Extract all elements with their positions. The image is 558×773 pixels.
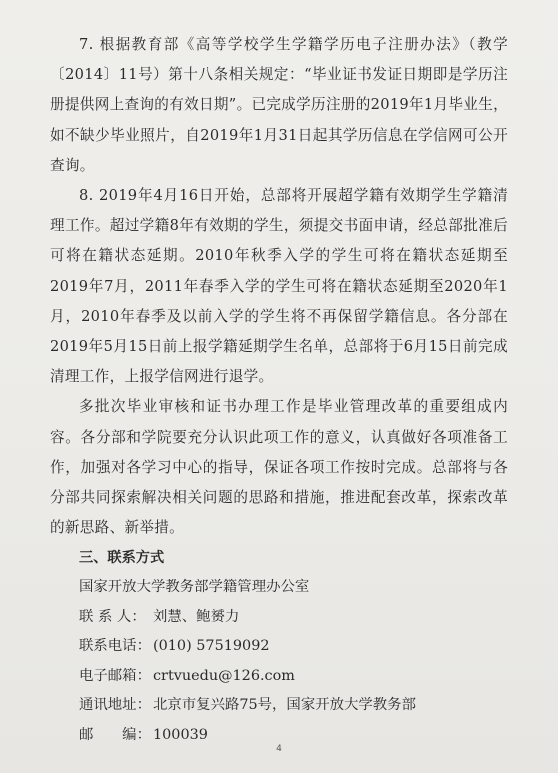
contact-address-value: 北京市复兴路75号，国家开放大学教务部 bbox=[153, 697, 416, 714]
contact-phone-row bbox=[50, 632, 508, 662]
paragraph-item-7: 7. 根据教育部《高等学校学生学籍学历电子注册办法》（教学〔2014〕11号）第十八条相关规定：“毕业证书发证日期即是学历注册提供网上查询的有效日期”。已完成学历注册的2019年1月毕业生，如不缺少毕业照片，自2019年1月31日起其学历信息在学信网可公开查询。 bbox=[50, 36, 508, 174]
paragraph-summary: 多批次毕业审核和证书办理工作是毕业管理改革的重要组成内容。各分部和学院要充分认识此项工作的意义，认真做好各项准备工作，加强对各学习中心的指导，保证各项工作按时完成。总部将与各分部共同探索解决相关问题的思路和措施，推进配套改革，探索改革的新思路、新举措。 bbox=[50, 398, 508, 537]
contact-office: 国家开放大学教务部学籍管理办公室 bbox=[79, 579, 310, 596]
contact-email-value: crtvuedu@126.com bbox=[153, 667, 295, 684]
contact-phone-value: (010) 57519092 bbox=[153, 638, 270, 655]
contact-postcode-value: 100039 bbox=[153, 726, 208, 743]
document-body bbox=[50, 30, 508, 750]
contact-postcode-label: 邮 编： bbox=[79, 726, 151, 743]
contact-person-value: 刘慧、鲍赟力 bbox=[153, 608, 240, 625]
contact-section-heading: 三、联系方式 bbox=[79, 550, 165, 567]
contact-address-row bbox=[50, 691, 508, 721]
page-number: 4 bbox=[276, 744, 282, 754]
contact-email-label: 电子邮箱： bbox=[79, 667, 151, 684]
contact-email-row bbox=[50, 662, 508, 692]
paragraph-item-8: 8. 2019年4月16日开始，总部将开展超学籍有效期学生学籍清理工作。超过学籍8年有效期的学生，须提交书面申请，经总部批准后可将在籍状态延期。2010年秋季入学的学生可将在籍状态延期至2019年7月，2011年春季入学的学生可将在籍状态延期至2020年1月，2010年春季及以前入学的学生将不再保留学籍信息。各分部在2019年5月15日前上报学籍延期学生名单，总部将于6月15日前完成清理工作，上报学信网进行退学。 bbox=[50, 187, 508, 386]
contact-person-label: 联 系 人： bbox=[79, 608, 146, 625]
contact-person-row bbox=[50, 603, 508, 633]
contact-phone-label: 联系电话： bbox=[79, 638, 151, 655]
contact-address-label: 通讯地址： bbox=[79, 697, 151, 714]
